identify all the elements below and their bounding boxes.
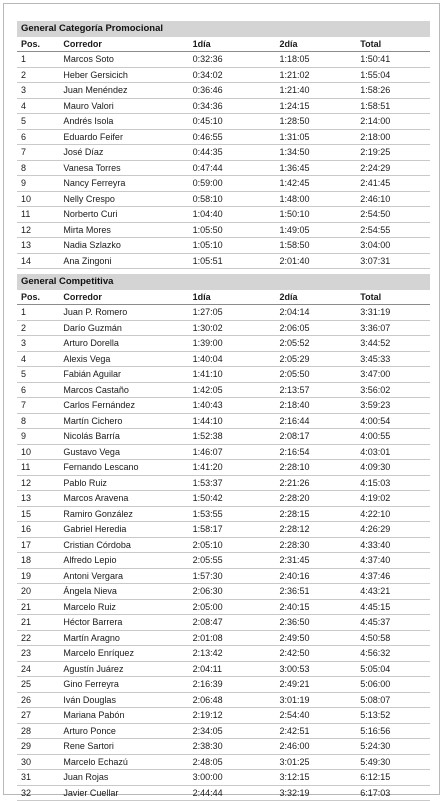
cell-runner: Juan Menéndez — [59, 83, 188, 99]
cell-pos: 4 — [17, 351, 59, 367]
cell-total: 1:58:51 — [356, 98, 430, 114]
cell-runner: Nancy Ferreyra — [59, 176, 188, 192]
table-row — [17, 770, 430, 786]
table-row — [17, 145, 430, 161]
cell-pos: 13 — [17, 238, 59, 254]
table-row — [17, 491, 430, 507]
table-row — [17, 367, 430, 383]
competitiva-section — [17, 274, 430, 801]
cell-runner: Mauro Valori — [59, 98, 188, 114]
table-row — [17, 429, 430, 445]
cell-total: 4:03:01 — [356, 444, 430, 460]
cell-pos: 26 — [17, 692, 59, 708]
cell-day1: 2:05:55 — [189, 553, 276, 569]
cell-day2: 1:21:40 — [275, 83, 356, 99]
cell-runner: Darío Guzmán — [59, 320, 188, 336]
table-row — [17, 336, 430, 352]
table-row — [17, 351, 430, 367]
cell-runner: José Díaz — [59, 145, 188, 161]
cell-day2: 3:01:19 — [275, 692, 356, 708]
table-row — [17, 661, 430, 677]
cell-pos: 32 — [17, 785, 59, 801]
table-row — [17, 320, 430, 336]
cell-pos: 27 — [17, 708, 59, 724]
cell-pos: 3 — [17, 336, 59, 352]
table-row — [17, 475, 430, 491]
cell-day2: 2:54:40 — [275, 708, 356, 724]
cell-total: 2:54:50 — [356, 207, 430, 223]
cell-runner: Ángela Nieva — [59, 584, 188, 600]
cell-day1: 1:27:05 — [189, 305, 276, 321]
cell-day1: 2:38:30 — [189, 739, 276, 755]
cell-pos: 1 — [17, 52, 59, 68]
table-body — [17, 305, 430, 801]
cell-day1: 1:41:20 — [189, 460, 276, 476]
table-row — [17, 754, 430, 770]
cell-total: 2:46:10 — [356, 191, 430, 207]
cell-day2: 2:36:51 — [275, 584, 356, 600]
cell-pos: 10 — [17, 191, 59, 207]
cell-total: 4:43:21 — [356, 584, 430, 600]
cell-runner: Marcelo Ruiz — [59, 599, 188, 615]
table-row — [17, 677, 430, 693]
cell-total: 3:45:33 — [356, 351, 430, 367]
section-title: General Categoría Promocional — [17, 21, 430, 37]
header-total: Total — [356, 290, 430, 305]
cell-total: 4:15:03 — [356, 475, 430, 491]
cell-runner: Martín Aragno — [59, 630, 188, 646]
cell-total: 3:47:00 — [356, 367, 430, 383]
cell-runner: Juan Rojas — [59, 770, 188, 786]
cell-day1: 0:44:35 — [189, 145, 276, 161]
table-row — [17, 522, 430, 538]
cell-day1: 0:46:55 — [189, 129, 276, 145]
cell-pos: 7 — [17, 145, 59, 161]
cell-total: 4:19:02 — [356, 491, 430, 507]
cell-day2: 2:31:45 — [275, 553, 356, 569]
cell-day1: 1:58:17 — [189, 522, 276, 538]
table-row — [17, 160, 430, 176]
cell-total: 5:05:04 — [356, 661, 430, 677]
table-row — [17, 630, 430, 646]
cell-runner: Pablo Ruiz — [59, 475, 188, 491]
cell-total: 2:19:25 — [356, 145, 430, 161]
cell-day2: 1:50:10 — [275, 207, 356, 223]
table-row — [17, 506, 430, 522]
cell-day2: 2:28:12 — [275, 522, 356, 538]
table-row — [17, 460, 430, 476]
cell-day1: 2:06:48 — [189, 692, 276, 708]
cell-total: 3:07:31 — [356, 253, 430, 269]
cell-day2: 2:49:50 — [275, 630, 356, 646]
cell-day2: 2:46:00 — [275, 739, 356, 755]
cell-day2: 1:49:05 — [275, 222, 356, 238]
cell-total: 4:37:40 — [356, 553, 430, 569]
cell-day1: 0:45:10 — [189, 114, 276, 130]
cell-pos: 8 — [17, 413, 59, 429]
header-total: Total — [356, 37, 430, 52]
table-row — [17, 568, 430, 584]
cell-day2: 2:18:40 — [275, 398, 356, 414]
cell-runner: Carlos Fernández — [59, 398, 188, 414]
table-row — [17, 382, 430, 398]
cell-day2: 1:31:05 — [275, 129, 356, 145]
cell-total: 1:58:26 — [356, 83, 430, 99]
cell-pos: 12 — [17, 222, 59, 238]
cell-day2: 1:42:45 — [275, 176, 356, 192]
cell-total: 4:50:58 — [356, 630, 430, 646]
cell-runner: Gabriel Heredia — [59, 522, 188, 538]
cell-pos: 2 — [17, 320, 59, 336]
cell-day1: 0:59:00 — [189, 176, 276, 192]
cell-pos: 2 — [17, 67, 59, 83]
cell-total: 2:41:45 — [356, 176, 430, 192]
cell-total: 3:59:23 — [356, 398, 430, 414]
cell-pos: 16 — [17, 522, 59, 538]
cell-runner: Ana Zingoni — [59, 253, 188, 269]
cell-runner: Ramiro González — [59, 506, 188, 522]
cell-runner: Mariana Pabón — [59, 708, 188, 724]
cell-day2: 2:06:05 — [275, 320, 356, 336]
header-runner: Corredor — [59, 37, 188, 52]
cell-day1: 1:40:04 — [189, 351, 276, 367]
cell-day2: 2:13:57 — [275, 382, 356, 398]
cell-day1: 2:16:39 — [189, 677, 276, 693]
cell-day1: 1:57:30 — [189, 568, 276, 584]
cell-pos: 22 — [17, 630, 59, 646]
table-row — [17, 222, 430, 238]
cell-pos: 20 — [17, 584, 59, 600]
header-day1: 1día — [189, 37, 276, 52]
cell-day2: 2:42:51 — [275, 723, 356, 739]
table-row — [17, 708, 430, 724]
cell-total: 6:12:15 — [356, 770, 430, 786]
table-row — [17, 615, 430, 631]
cell-pos: 3 — [17, 83, 59, 99]
header-day2: 2día — [275, 37, 356, 52]
cell-pos: 9 — [17, 176, 59, 192]
cell-total: 5:16:56 — [356, 723, 430, 739]
cell-runner: Alexis Vega — [59, 351, 188, 367]
cell-pos: 31 — [17, 770, 59, 786]
cell-runner: Marcos Castaño — [59, 382, 188, 398]
cell-total: 4:22:10 — [356, 506, 430, 522]
cell-pos: 5 — [17, 114, 59, 130]
cell-day1: 2:34:05 — [189, 723, 276, 739]
cell-day2: 1:48:00 — [275, 191, 356, 207]
cell-day1: 1:41:10 — [189, 367, 276, 383]
cell-day1: 2:08:47 — [189, 615, 276, 631]
table-row — [17, 537, 430, 553]
cell-day1: 1:46:07 — [189, 444, 276, 460]
cell-day1: 1:40:43 — [189, 398, 276, 414]
header-runner: Corredor — [59, 290, 188, 305]
cell-total: 3:36:07 — [356, 320, 430, 336]
cell-day1: 1:50:42 — [189, 491, 276, 507]
cell-total: 4:45:37 — [356, 615, 430, 631]
cell-pos: 13 — [17, 491, 59, 507]
cell-day1: 2:01:08 — [189, 630, 276, 646]
table-row — [17, 692, 430, 708]
cell-day1: 1:05:10 — [189, 238, 276, 254]
table-row — [17, 599, 430, 615]
cell-runner: Marcos Aravena — [59, 491, 188, 507]
table-row — [17, 253, 430, 269]
cell-total: 3:31:19 — [356, 305, 430, 321]
cell-runner: Vanesa Torres — [59, 160, 188, 176]
cell-pos: 10 — [17, 444, 59, 460]
cell-runner: Martín Cichero — [59, 413, 188, 429]
cell-day1: 2:05:00 — [189, 599, 276, 615]
cell-total: 1:50:41 — [356, 52, 430, 68]
cell-runner: Héctor Barrera — [59, 615, 188, 631]
results-page — [3, 3, 440, 798]
cell-total: 6:17:03 — [356, 785, 430, 801]
cell-total: 4:26:29 — [356, 522, 430, 538]
cell-runner: Javier Cuellar — [59, 785, 188, 801]
cell-day2: 2:05:50 — [275, 367, 356, 383]
cell-day1: 2:05:10 — [189, 537, 276, 553]
cell-runner: Marcelo Echazú — [59, 754, 188, 770]
cell-pos: 25 — [17, 677, 59, 693]
cell-day2: 2:42:50 — [275, 646, 356, 662]
cell-pos: 15 — [17, 506, 59, 522]
cell-total: 3:56:02 — [356, 382, 430, 398]
cell-day1: 1:30:02 — [189, 320, 276, 336]
cell-runner: Norberto Curi — [59, 207, 188, 223]
cell-total: 4:09:30 — [356, 460, 430, 476]
cell-runner: Iván Douglas — [59, 692, 188, 708]
cell-day2: 1:18:05 — [275, 52, 356, 68]
table-row — [17, 52, 430, 68]
table-row — [17, 723, 430, 739]
cell-day2: 2:05:29 — [275, 351, 356, 367]
cell-runner: Agustín Juárez — [59, 661, 188, 677]
cell-pos: 23 — [17, 646, 59, 662]
cell-day2: 3:01:25 — [275, 754, 356, 770]
cell-pos: 8 — [17, 160, 59, 176]
table-row — [17, 191, 430, 207]
cell-runner: Fernando Lescano — [59, 460, 188, 476]
cell-day2: 2:28:30 — [275, 537, 356, 553]
cell-runner: Cristian Córdoba — [59, 537, 188, 553]
cell-total: 3:04:00 — [356, 238, 430, 254]
cell-day2: 2:40:15 — [275, 599, 356, 615]
cell-day1: 2:06:30 — [189, 584, 276, 600]
cell-day1: 1:05:51 — [189, 253, 276, 269]
cell-total: 4:00:55 — [356, 429, 430, 445]
cell-day1: 2:44:44 — [189, 785, 276, 801]
header-row — [17, 290, 430, 305]
cell-day2: 1:24:15 — [275, 98, 356, 114]
cell-total: 5:13:52 — [356, 708, 430, 724]
cell-runner: Gustavo Vega — [59, 444, 188, 460]
header-pos: Pos. — [17, 290, 59, 305]
cell-day2: 2:28:15 — [275, 506, 356, 522]
cell-total: 4:33:40 — [356, 537, 430, 553]
cell-day1: 0:58:10 — [189, 191, 276, 207]
cell-day1: 1:05:50 — [189, 222, 276, 238]
cell-pos: 21 — [17, 599, 59, 615]
cell-day2: 2:05:52 — [275, 336, 356, 352]
cell-runner: Nicolás Barría — [59, 429, 188, 445]
cell-day2: 1:58:50 — [275, 238, 356, 254]
table-row — [17, 67, 430, 83]
cell-pos: 9 — [17, 429, 59, 445]
cell-total: 2:18:00 — [356, 129, 430, 145]
cell-day2: 2:04:14 — [275, 305, 356, 321]
cell-total: 2:24:29 — [356, 160, 430, 176]
cell-day2: 3:00:53 — [275, 661, 356, 677]
cell-total: 1:55:04 — [356, 67, 430, 83]
cell-day2: 1:21:02 — [275, 67, 356, 83]
table-body — [17, 52, 430, 269]
cell-total: 3:44:52 — [356, 336, 430, 352]
cell-runner: Arturo Ponce — [59, 723, 188, 739]
table-row — [17, 114, 430, 130]
cell-day2: 2:08:17 — [275, 429, 356, 445]
cell-runner: Marcos Soto — [59, 52, 188, 68]
promocional-section — [17, 21, 430, 269]
cell-total: 4:56:32 — [356, 646, 430, 662]
cell-day1: 1:42:05 — [189, 382, 276, 398]
cell-day2: 2:28:10 — [275, 460, 356, 476]
cell-total: 4:45:15 — [356, 599, 430, 615]
cell-pos: 17 — [17, 537, 59, 553]
cell-day2: 2:40:16 — [275, 568, 356, 584]
table-row — [17, 646, 430, 662]
table-row — [17, 413, 430, 429]
cell-total: 2:54:55 — [356, 222, 430, 238]
cell-pos: 11 — [17, 207, 59, 223]
cell-runner: Nelly Crespo — [59, 191, 188, 207]
table-row — [17, 83, 430, 99]
cell-day1: 2:19:12 — [189, 708, 276, 724]
cell-day1: 0:34:02 — [189, 67, 276, 83]
cell-runner: Marcelo Enríquez — [59, 646, 188, 662]
cell-day1: 3:00:00 — [189, 770, 276, 786]
table-row — [17, 398, 430, 414]
cell-day2: 2:28:20 — [275, 491, 356, 507]
cell-pos: 6 — [17, 129, 59, 145]
table-row — [17, 739, 430, 755]
cell-total: 5:06:00 — [356, 677, 430, 693]
cell-pos: 6 — [17, 382, 59, 398]
table-row — [17, 305, 430, 321]
cell-pos: 14 — [17, 253, 59, 269]
table-row — [17, 98, 430, 114]
cell-day2: 2:36:50 — [275, 615, 356, 631]
cell-day2: 2:21:26 — [275, 475, 356, 491]
cell-day1: 1:44:10 — [189, 413, 276, 429]
cell-total: 2:14:00 — [356, 114, 430, 130]
cell-total: 5:08:07 — [356, 692, 430, 708]
cell-day2: 2:01:40 — [275, 253, 356, 269]
cell-pos: 24 — [17, 661, 59, 677]
cell-day1: 2:04:11 — [189, 661, 276, 677]
cell-runner: Fabián Aguilar — [59, 367, 188, 383]
cell-pos: 5 — [17, 367, 59, 383]
table-row — [17, 238, 430, 254]
header-day2: 2día — [275, 290, 356, 305]
table-row — [17, 176, 430, 192]
header-row — [17, 37, 430, 52]
table-row — [17, 584, 430, 600]
cell-runner: Andrés Isola — [59, 114, 188, 130]
table-row — [17, 129, 430, 145]
cell-runner: Gino Ferreyra — [59, 677, 188, 693]
cell-day1: 2:48:05 — [189, 754, 276, 770]
cell-runner: Rene Sartori — [59, 739, 188, 755]
cell-day2: 1:28:50 — [275, 114, 356, 130]
cell-day1: 0:32:36 — [189, 52, 276, 68]
section-title: General Competitiva — [17, 274, 430, 290]
cell-pos: 1 — [17, 305, 59, 321]
cell-pos: 18 — [17, 553, 59, 569]
header-pos: Pos. — [17, 37, 59, 52]
cell-runner: Mirta Mores — [59, 222, 188, 238]
cell-day2: 2:49:21 — [275, 677, 356, 693]
cell-pos: 28 — [17, 723, 59, 739]
results-table — [17, 37, 430, 269]
cell-day1: 0:36:46 — [189, 83, 276, 99]
cell-runner: Heber Gersicich — [59, 67, 188, 83]
cell-day2: 1:34:50 — [275, 145, 356, 161]
cell-day2: 2:16:44 — [275, 413, 356, 429]
cell-pos: 11 — [17, 460, 59, 476]
cell-total: 4:00:54 — [356, 413, 430, 429]
cell-day1: 0:34:36 — [189, 98, 276, 114]
cell-pos: 30 — [17, 754, 59, 770]
cell-pos: 7 — [17, 398, 59, 414]
cell-total: 5:49:30 — [356, 754, 430, 770]
cell-runner: Eduardo Feifer — [59, 129, 188, 145]
cell-day1: 1:53:37 — [189, 475, 276, 491]
cell-day1: 1:53:55 — [189, 506, 276, 522]
table-row — [17, 553, 430, 569]
cell-day1: 1:04:40 — [189, 207, 276, 223]
cell-day2: 1:36:45 — [275, 160, 356, 176]
cell-total: 4:37:46 — [356, 568, 430, 584]
cell-pos: 19 — [17, 568, 59, 584]
table-row — [17, 444, 430, 460]
cell-day2: 2:16:54 — [275, 444, 356, 460]
cell-pos: 4 — [17, 98, 59, 114]
cell-pos: 29 — [17, 739, 59, 755]
cell-day2: 3:32:19 — [275, 785, 356, 801]
cell-pos: 21 — [17, 615, 59, 631]
cell-day1: 1:39:00 — [189, 336, 276, 352]
cell-runner: Arturo Dorella — [59, 336, 188, 352]
cell-day2: 3:12:15 — [275, 770, 356, 786]
cell-runner: Juan P. Romero — [59, 305, 188, 321]
cell-runner: Alfredo Lepio — [59, 553, 188, 569]
header-day1: 1día — [189, 290, 276, 305]
cell-day1: 2:13:42 — [189, 646, 276, 662]
cell-pos: 12 — [17, 475, 59, 491]
cell-runner: Nadia Szlazko — [59, 238, 188, 254]
cell-total: 5:24:30 — [356, 739, 430, 755]
cell-day1: 0:47:44 — [189, 160, 276, 176]
cell-runner: Antoni Vergara — [59, 568, 188, 584]
results-table — [17, 290, 430, 801]
cell-day1: 1:52:38 — [189, 429, 276, 445]
table-row — [17, 207, 430, 223]
table-row — [17, 785, 430, 801]
